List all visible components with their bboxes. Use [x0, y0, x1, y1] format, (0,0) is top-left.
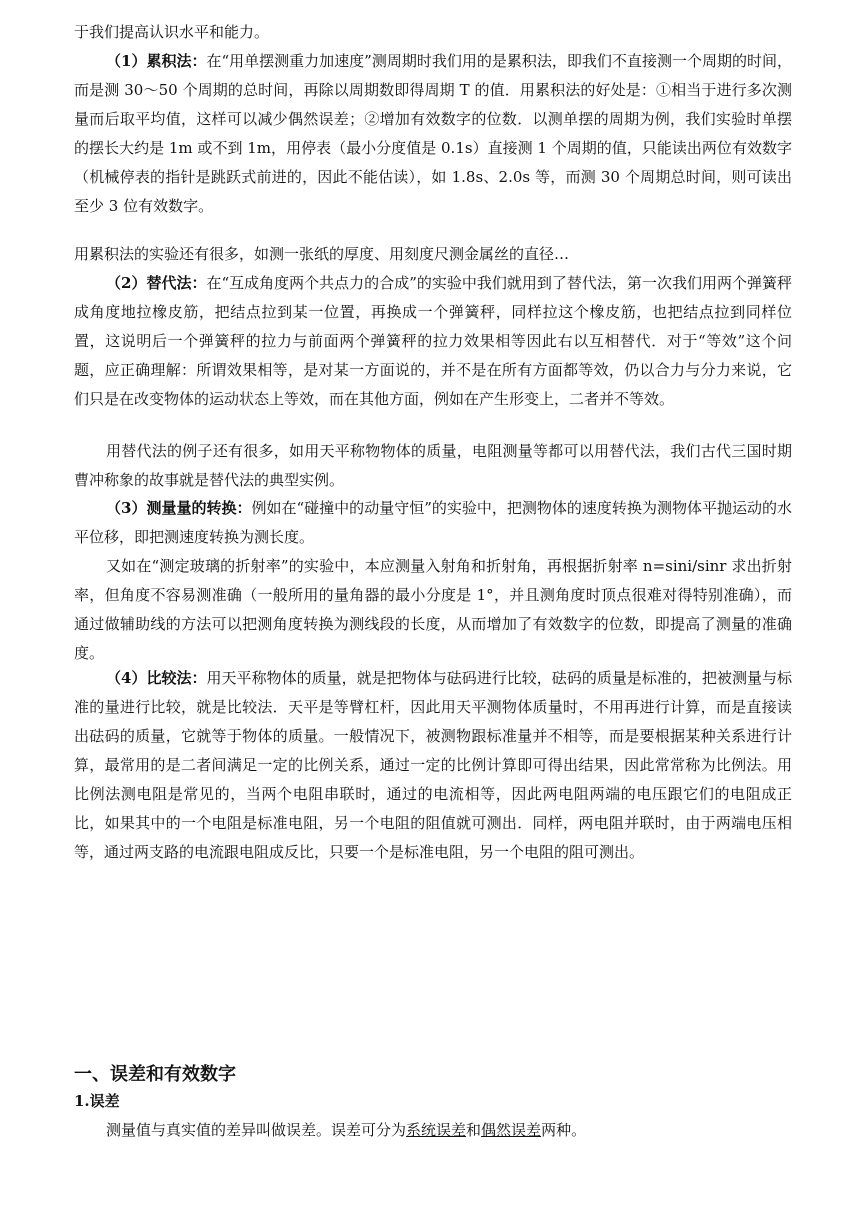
intro-text: 于我们提高认识水平和能力。 [74, 23, 270, 41]
paragraph-conversion [74, 494, 792, 552]
comparison-heading: （4）比较法： [106, 669, 207, 687]
random-error-term: 偶然误差 [481, 1121, 542, 1139]
accumulation-body: 在“用单摆测重力加速度”测周期时我们用的是累积法，即我们不直接测一个周期的时间，而是测 30～50 个周期的总时间，再除以周期数即得周期 T 的值．用累积法的好处是：①相当于进行多次测量而后取平均值，这样可以减少偶然误差；②增加有效数字的位数．以测单摆的周期为例，我们实验时单摆的摆长大约是 1m 或不到 1m，用停表（最小分度值是 0.1s）直接测 1 个周期的值，只能读出两位有效数字（机械停表的指针是跳跃式前进的，因此不能估读），如 1.8s、2.0s 等，而测 30 个周期总时间，则可读出至少 3 位有效数字。 [74, 52, 792, 215]
paragraph-substitution [74, 269, 792, 414]
paragraph-refraction [74, 552, 792, 668]
subsection-title: 1.误差 [74, 1092, 120, 1110]
error-definition-text-b: 和 [466, 1121, 482, 1139]
paragraph-accumulation [74, 47, 792, 221]
paragraph-substitution-examples [74, 437, 792, 495]
systematic-error-term: 系统误差 [406, 1121, 467, 1139]
refraction-text: 又如在“测定玻璃的折射率”的实验中，本应测量入射角和折射角，再根据折射率 n=sini/sinr 求出折射率，但角度不容易测准确（一般所用的量角器的最小分度是 1°，并且测角度时顶点很难对得特别准确），而通过做辅助线的方法可以把测角度转换为测线段的长度，从而增加了有效数字的位数，即提高了测量的准确度。 [74, 557, 792, 662]
paragraph-accumulation-examples [74, 240, 792, 269]
substitution-examples-text: 用替代法的例子还有很多，如用天平称物物体的质量，电阻测量等都可以用替代法，我们古代三国时期曹冲称象的故事就是替代法的典型实例。 [74, 442, 792, 489]
conversion-body: 例如在“碰撞中的动量守恒”的实验中，把测物体的速度转换为测物体平抛运动的水平位移，即把测速度转换为测长度。 [74, 499, 792, 546]
error-definition [74, 1116, 792, 1145]
intro-fragment [74, 18, 792, 47]
substitution-heading: （2）替代法： [106, 274, 207, 292]
substitution-body: 在“互成角度两个共点力的合成”的实验中我们就用到了替代法，第一次我们用两个弹簧秤成角度地拉橡皮筋，把结点拉到某一位置，再换成一个弹簧秤，同样拉这个橡皮筋，也把结点拉到同样位置，这说明后一个弹簧秤的拉力与前面两个弹簧秤的拉力效果相等因此右以互相替代．对于“等效”这个问题，应正确理解：所谓效果相等，是对某一方面说的，并不是在所有方面都等效，仍以合力与分力来说，它们只是在改变物体的运动状态上等效，而在其他方面，例如在产生形变上，二者并不等效。 [74, 274, 792, 408]
conversion-heading: （3）测量量的转换： [106, 499, 252, 517]
error-definition-text-a: 测量值与真实值的差异叫做误差。误差可分为 [106, 1121, 407, 1139]
error-definition-text-c: 两种。 [541, 1121, 587, 1139]
section-title: 一、误差和有效数字 [74, 1064, 236, 1085]
comparison-body: 用天平称物体的质量，就是把物体与砝码进行比较，砝码的质量是标准的，把被测量与标准的量进行比较，就是比较法．天平是等臂杠杆，因此用天平测物体质量时，不用再进行计算，而是直接读出砝码的质量，它就等于物体的质量。一般情况下，被测物跟标准量并不相等，而是要根据某种关系进行计算，最常用的是二者间满足一定的比例关系，通过一定的比例计算即可得出结果，因此常常称为比例法。用比例法测电阻是常见的，当两个电阻串联时，通过的电流相等，因此两电阻两端的电压跟它们的电阻成正比，如果其中的一个电阻是标准电阻，另一个电阻的阻值就可测出．同样，两电阻并联时，由于两端电压相等，通过两支路的电流跟电阻成反比，只要一个是标准电阻，另一个电阻的阻可测出。 [74, 669, 792, 861]
accumulation-examples-text: 用累积法的实验还有很多，如测一张纸的厚度、用刻度尺测金属丝的直径… [74, 245, 570, 263]
accumulation-heading: （1）累积法： [106, 52, 207, 70]
paragraph-comparison [74, 664, 792, 867]
